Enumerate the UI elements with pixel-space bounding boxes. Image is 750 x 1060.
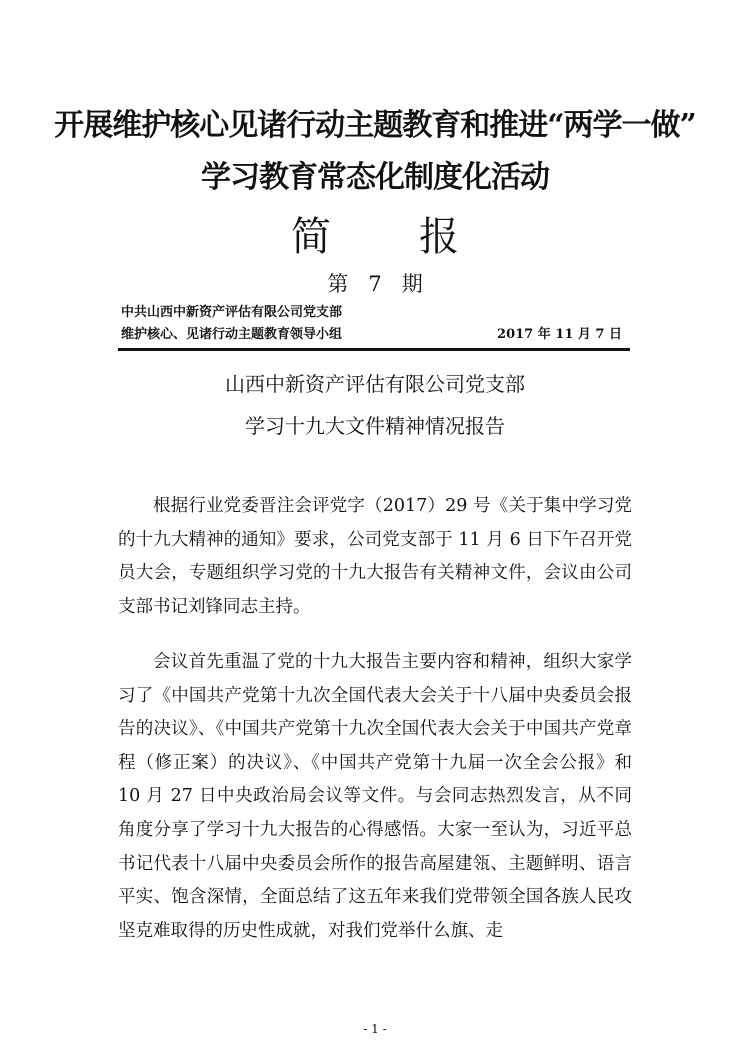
bulletin-label xyxy=(0,213,750,261)
article-body-paragraph2-container xyxy=(118,646,632,948)
issue-number-line xyxy=(0,270,750,298)
issuing-org-line2: 维护核心、见诸行动主题教育领导小组 xyxy=(121,327,343,342)
bulletin-title-line2: 学习教育常态化制度化活动 xyxy=(201,160,549,195)
article-paragraph: 根据行业党委晋注会评党字（2017）29 号《关于集中学习党的十九大精神的通知》要求，公司党支部于 11 月 6 日下午召开党员大会，专题组织学习党的十九大报告有关精神文件，会议由公司支部书记刘锋同志主持。 xyxy=(118,496,632,617)
page-number: - 1 - xyxy=(363,1022,387,1036)
issue-number: 7 xyxy=(368,272,382,296)
article-paragraph: 会议首先重温了党的十九大报告主要内容和精神，组织大家学习了《中国共产党第十九次全国代表大会关于十八届中央委员会报告的决议》、《中国共产党第十九次全国代表大会关于中国共产党章程（修正案）的决议》、《中国共产党第十九届一次全会公报》和 10 月 27 日中央政治局会议等文件。与会同志热烈发言，从不同角度分享了学习十九大报告的心得感悟。大家一至认为，习近平总书记代表十八届中央委员会所作的报告高屋建瓴、主题鲜明、语言平实、饱含深情，全面总结了这五年来我们党带领全国各族人民攻坚克难取得的历史性成就，对我们党举什么旗、走 xyxy=(118,652,632,941)
issue-date: 2017 年 11 月 7 日 xyxy=(497,327,622,342)
bulletin-label-char2: 报 xyxy=(419,214,459,260)
issue-prefix: 第 xyxy=(327,272,349,296)
issuing-org-line1: 中共山西中新资产评估有限公司党支部 xyxy=(121,305,343,320)
article-heading-line1: 山西中新资产评估有限公司党支部 xyxy=(225,372,525,396)
article-heading-line2: 学习十九大文件精神情况报告 xyxy=(245,414,505,438)
bulletin-title-line1: 开展维护核心见诸行动主题教育和推进“两学一做” xyxy=(54,108,696,143)
header-divider xyxy=(118,348,630,351)
article-body-paragraph1-container xyxy=(118,490,632,624)
bulletin-label-char1: 简 xyxy=(291,214,331,260)
issue-suffix: 期 xyxy=(401,272,423,296)
